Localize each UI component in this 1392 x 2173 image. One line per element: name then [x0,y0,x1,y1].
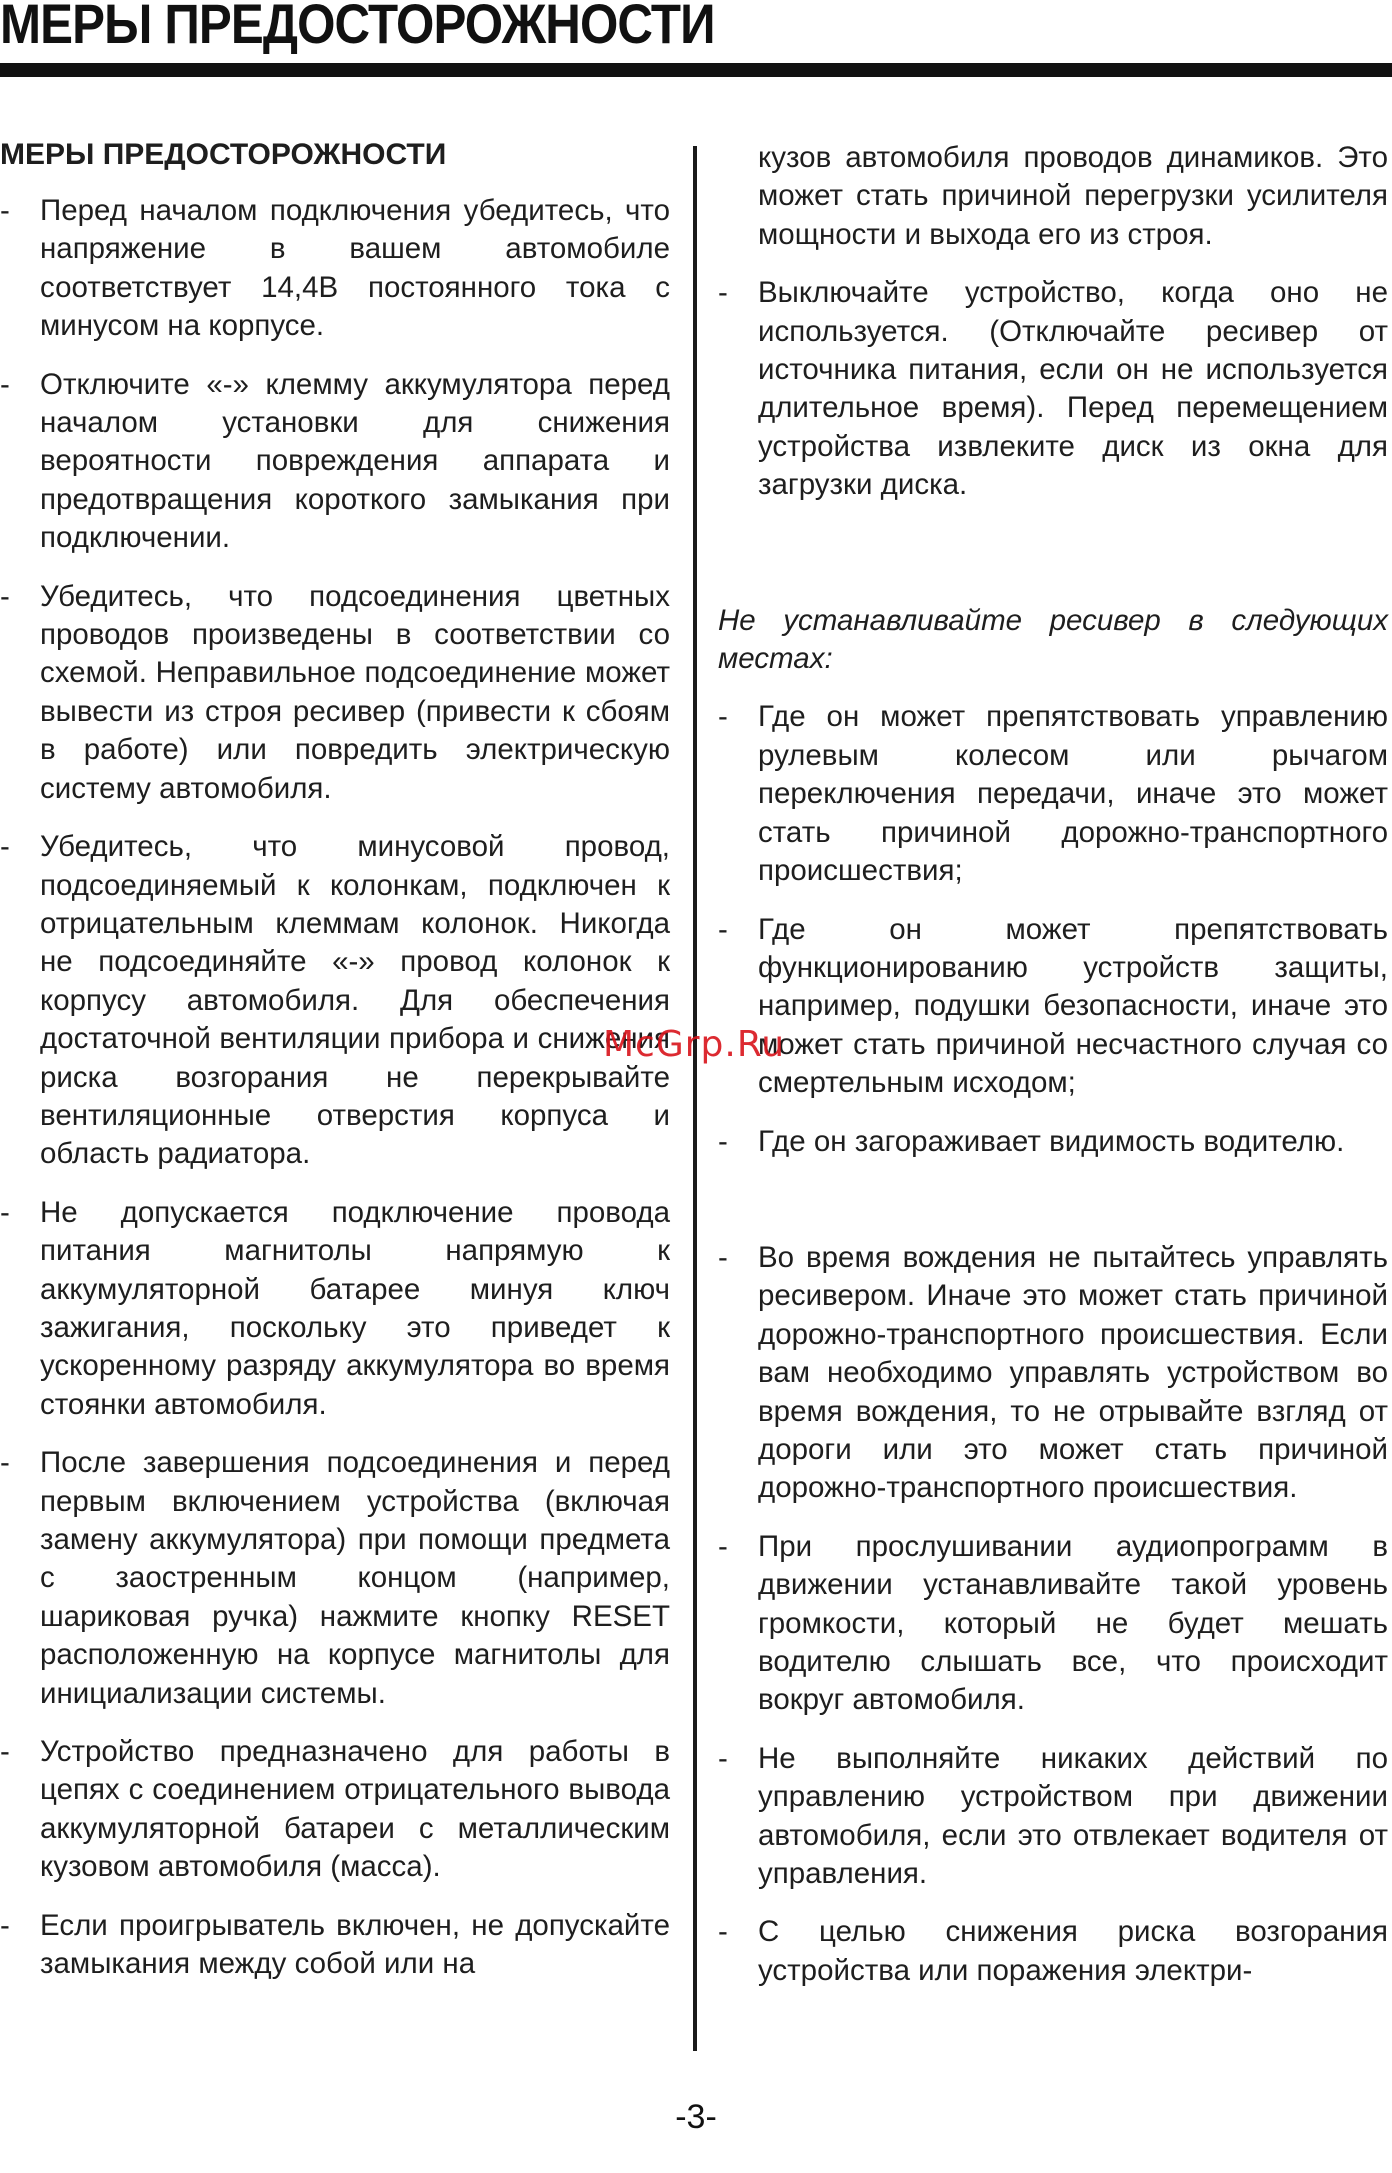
list-item [0,192,670,346]
title-rule [0,63,1392,77]
list-item [718,1123,1388,1161]
item-text: Не допускается подключение провода питания магнитолы напрямую к аккумуляторной батарее минуя ключ зажигания, поскольку это приведет к ускоренному разряду аккумулятора во время стоянки автомобиля. [40,1195,670,1421]
bullet-dash: - [718,1240,728,1274]
bullet-dash: - [718,1124,728,1158]
list-item [0,366,670,558]
item-text: Где он загораживает видимость водителю. [758,1124,1345,1158]
list-item [718,911,1388,1103]
list-item [718,698,1388,890]
item-text: Устройство предназначено для работы в цепях с соединением отрицательного вывода аккумуляторной батареи с металлическим кузовом автомобиля (масса). [40,1735,670,1884]
driving-list [718,1239,1388,1990]
item-text: Выключайте устройство, когда оно не используется. (Отключайте ресивер от источника питания, если он не используется длительное время). Перед перемещением устройства извлеките диск из окна для загрузки диска. [758,276,1388,502]
list-item [718,1528,1388,1720]
item-text: После завершения подсоединения и перед первым включением устройства (включая замену аккумулятора) при помощи предмета с заостренным концом (например, шариковая ручка) нажмите кнопку RESET расположенную на корпусе магнитолы для инициализации системы. [40,1446,670,1710]
list-item [0,578,670,808]
paragraph-text: кузов автомобиля проводов динамиков. Это может стать причиной перегрузки усилителя мощности и выхода его из строя. [758,141,1388,251]
list-item [0,1733,670,1887]
left-precautions-list [0,192,670,1983]
left-column [0,136,670,2003]
bullet-dash: - [0,1908,10,1942]
item-text: Где он может препятствовать функционированию устройств защиты, например, подушки безопасности, иначе это может стать причиной несчастного случая со смертельным исходом; [758,912,1388,1100]
right-precautions-list [718,274,1388,504]
bullet-dash: - [0,194,10,227]
list-item [718,274,1388,504]
list-item [0,1194,670,1424]
bullet-dash: - [718,1741,728,1775]
placement-list [718,698,1388,1160]
bullet-dash: - [0,367,10,401]
right-column [718,139,1388,2010]
item-text: Где он может препятствовать управлению рулевым колесом или рычагом переключения передачи, иначе это может стать причиной дорожно-транспортного происшествия; [758,700,1388,888]
list-item [0,828,670,1174]
list-item [0,1444,670,1713]
bullet-dash: - [0,1195,10,1229]
column-divider [693,146,697,2051]
section-heading: МЕРЫ ПРЕДОСТОРОЖНОСТИ [0,138,447,171]
list-item [0,1907,670,1984]
item-text: Отключите «-» клемму аккумулятора перед началом установки для снижения вероятности повреждения аппарата и предотвращения короткого замыкания при подключении. [40,367,670,555]
bullet-dash: - [0,579,10,613]
item-text: Во время вождения не пытайтесь управлять ресивером. Иначе это может стать причиной дорожно-транспортного происшествия. Если вам необходимо управлять устройством во время вождения, то не отрывайте взгляд от дороги или это может стать причиной дорожно-транспортного происшествия. [758,1240,1388,1505]
watermark-logo: McGrp.Ru [603,1024,786,1065]
item-text: Перед началом подключения убедитесь, что напряжение в вашем автомобиле соответствует 14,4В постоянного тока с минусом на корпусе. [40,194,670,343]
list-item [718,1913,1388,1990]
bullet-dash: - [0,830,10,864]
item-text: Если проигрыватель включен, не допускайте замыкания между собой или на [40,1908,670,1981]
item-text: Убедитесь, что минусовой провод, подсоединяемый к колонкам, подключен к отрицательным клеммам колонок. Никогда не подсоединяйте «-» провод колонок к корпусу автомобиля. Для обеспечения достаточной вентиляции прибора и снижения риска возгорания не перекрывайте вентиляционные отверстия корпуса и область радиатора. [40,830,670,1171]
placement-heading: Не устанавливайте ресивер в следующих местах: [718,603,1388,676]
bullet-dash: - [718,912,728,946]
bullet-dash: - [0,1446,10,1480]
bullet-dash: - [718,276,728,310]
item-text: С целью снижения риска возгорания устройства или поражения электри- [758,1915,1388,1987]
bullet-dash: - [718,700,728,734]
list-item [718,1740,1388,1894]
list-item [718,1239,1388,1508]
continued-paragraph [718,139,1388,254]
page-title: МЕРЫ ПРЕДОСТОРОЖНОСТИ [0,0,715,55]
item-text: При прослушивании аудиопрограмм в движении устанавливайте такой уровень громкости, который не будет мешать водителю слышать все, что происходит вокруг автомобиля. [758,1529,1388,1717]
item-text: Не выполняйте никаких действий по управлению устройством при движении автомобиля, если это отвлекает водителя от управления. [758,1741,1388,1891]
bullet-dash: - [718,1529,728,1563]
bullet-dash: - [718,1915,728,1949]
bullet-dash: - [0,1735,10,1769]
item-text: Убедитесь, что подсоединения цветных проводов произведены в соответствии со схемой. Неправильное подсоединение может вывести из строя ресивер (привести к сбоям в работе) или повредить электрическую систему автомобиля. [40,579,670,805]
page-number: -3- [675,2098,717,2136]
